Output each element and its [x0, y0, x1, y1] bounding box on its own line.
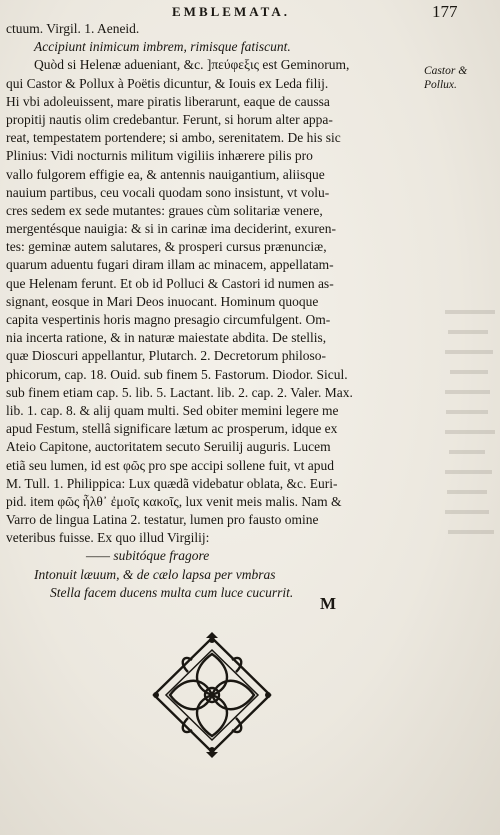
text-line: ctuum. Virgil. 1. Aeneid.	[6, 21, 140, 36]
text-line: M. Tull. 1. Philippica: Lux quædã videbatur oblata, &c. Euri-	[6, 475, 338, 491]
text-line: pid. item φῶς ἦλθ᾽ ἐμοῖς κακοῖς, lux venit meis malis. Nam &	[6, 493, 342, 509]
text-line: Plinius: Vidi nocturnis militum vigiliis inhærere pilis pro	[6, 148, 313, 164]
text-line: propitij nautis olim credebantur. Ferunt, si horum alter appa-	[6, 111, 333, 127]
margin-note-line: Castor &	[424, 65, 468, 77]
text-line: cres sedem ex sede mutantes: graues cùm solitariæ venere,	[6, 202, 323, 218]
text-line: mergentésque nauigia: & si in carinæ ima deciderint, exuren-	[6, 221, 337, 237]
running-title: EMBLEMATA.	[172, 4, 290, 19]
text-line: Varro de lingua Latina 2. testatur, lumen pro fausto omine	[6, 512, 319, 528]
text-line: veteribus fuisse. Ex quo illud Virgilij:	[6, 530, 210, 546]
fleuron-ornament-icon	[148, 632, 276, 758]
text-line: lib. 1. cap. 8. & alij quam multi. Sed obiter memini legere me	[6, 402, 339, 418]
text-line: reat, tempestatem portendere; si ambo, serenitatem. De his sic	[6, 130, 341, 146]
text-line: apud Festum, stellâ significare lætum ac prosperum, idque ex	[6, 421, 338, 437]
text-line: que Helenam ferunt. Et ob id Polluci & Castori id numen as-	[6, 275, 334, 291]
text-line: capita vespertinis horis magno presagio circumfulgent. Om-	[6, 312, 331, 327]
text-line: vallo fulgorem effigie ea, & antennis nauigantium, aliisque	[6, 166, 325, 182]
text-line: qui Castor & Pollux à Poëtis dicuntur, & Iouis ex Leda filij.	[6, 75, 329, 91]
show-through-bleed	[440, 300, 500, 620]
text-line: etiã seu lumen, id est φῶς pro spe accipi sollene fuit, vt apud	[6, 457, 334, 473]
text-line: Hi vbi adoleuissent, mare piratis liberarunt, eaque de caussa	[6, 93, 330, 109]
text-line: tes: geminæ autem salutares, & prosperi cursus prænunciæ,	[6, 239, 327, 255]
page-number: 177	[432, 2, 458, 21]
margin-note-line: Pollux.	[424, 79, 457, 91]
text-line: Stella facem ducens multa cum luce cucurrit.	[50, 584, 294, 600]
text-line: nia incerta ratione, & in naturæ maiestate abdita. De stellis,	[6, 330, 327, 346]
text-line: nauium partibus, ceu vocali quodam sono insistunt, vt volu-	[6, 184, 330, 200]
text-line: phicorum, cap. 18. Ouid. sub finem 5. Fastorum. Diodor. Sicul.	[6, 366, 348, 382]
text-line: signant, eosque in Mari Deos inuocant. Hominum quoque	[6, 293, 319, 309]
text-line: Ateio Capitone, auctoritatem secuto Seruilij auguris. Lucem	[6, 439, 331, 455]
text-line: Intonuit læuum, & de cælo lapsa per vmbras	[34, 566, 276, 582]
text-line: quarum aduentu fugari diram illam ac minacem, appellatam-	[6, 257, 334, 273]
margin-note	[424, 64, 494, 92]
body-text	[6, 20, 416, 602]
signature-mark: M	[320, 594, 337, 613]
text-line: Accipiunt inimicum imbrem, rimisque fatiscunt.	[34, 39, 291, 55]
text-line: quæ Dioscuri appellantur, Plutarch. 2. Decretorum philoso-	[6, 348, 327, 364]
text-line: Quòd si Helenæ adueniant, &c. ]πεύφεξις est Geminorum,	[34, 57, 350, 73]
text-line: sub finem etiam cap. 5. lib. 5. Lactant. lib. 2. cap. 2. Valer. Max.	[6, 384, 353, 400]
text-line: —— subitóque fragore	[86, 548, 210, 564]
